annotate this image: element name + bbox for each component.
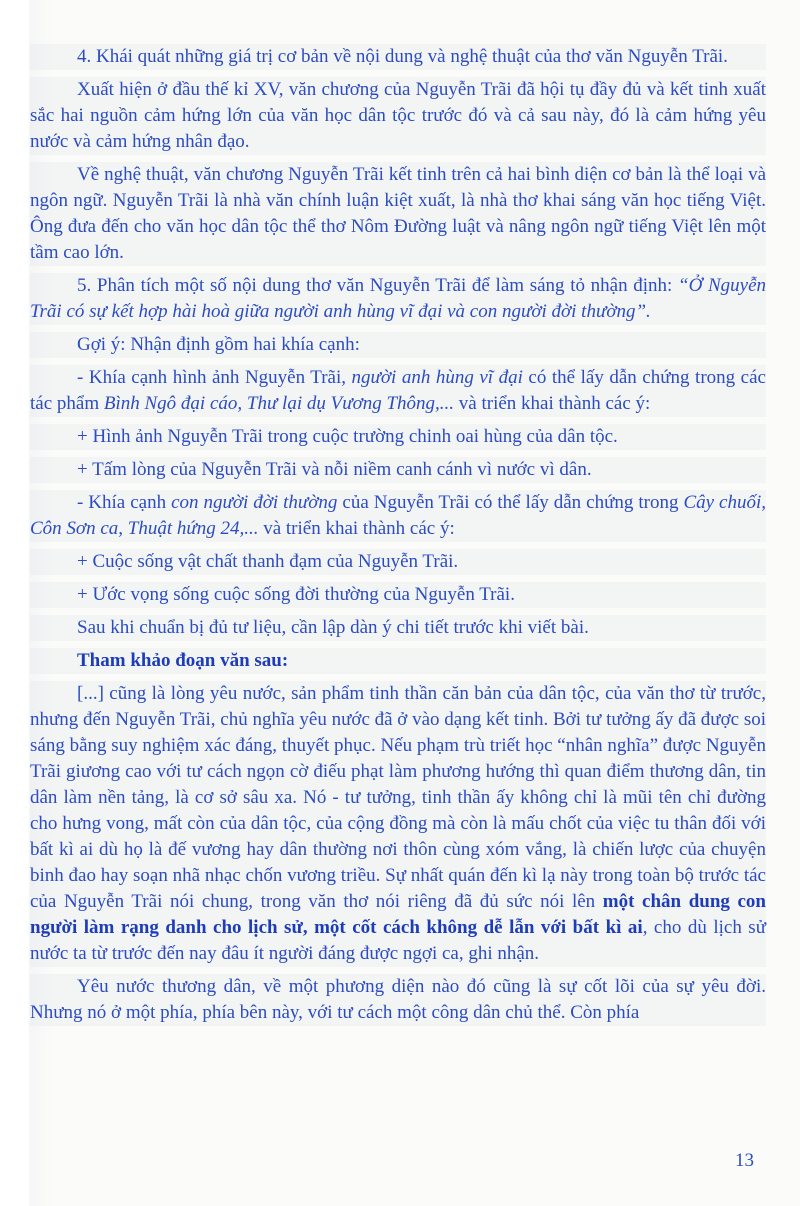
- text-segment-normal: Yêu nước thương dân, về một phương diện nào đó cũng là sự cốt lõi của sự yêu đời. Nhưng nó ở một phía, phía bên này, với tư cách một công dân chủ thể. Còn phía: [30, 976, 766, 1023]
- text-segment-normal: [...] cũng là lòng yêu nước, sản phẩm tinh thần căn bản của dân tộc, của văn thơ từ trước, nhưng đến Nguyễn Trãi, chủ nghĩa yêu nước đã ở vào dạng kết tinh. Bởi tư tưởng ấy đã được soi sáng bằng suy nghiệm xác đáng, thuyết phục. Nếu phạm trù triết học “nhân nghĩa” được Nguyễn Trãi giương cao với tư cách ngọn cờ điếu phạt làm phương hướng thì quan điểm thương dân, tin dân làm nền tảng, là cơ sở sâu xa. Nó - tư tưởng, tinh thần ấy không chỉ là mũi tên chỉ đường cho hưng vong, mất còn của dân tộc, của cộng đồng mà còn là mấu chốt của việc tu thân đối với bất kì ai dù họ là đế vương hay dân thường nơi thôn cùng xóm vắng, là chiến lược của chuyện binh đao hay soạn nhã nhạc chốn vương triều. Sự nhất quán đến kì lạ này trong toàn bộ trước tác của Nguyễn Trãi nói chung, trong văn thơ nói riêng đã đủ sức nói lên: [30, 683, 767, 912]
- text-segment-normal: Gợi ý: Nhận định gồm hai khía cạnh:: [77, 334, 360, 355]
- text-segment-normal: Xuất hiện ở đầu thế kỉ XV, văn chương của Nguyễn Trãi đã hội tụ đầy đủ và kết tinh xuất sắc hai nguồn cảm hứng lớn của văn học dân tộc trước đó và cả sau này, đó là cảm hứng yêu nước và cảm hứng nhân đạo.: [30, 79, 766, 152]
- item-5: [30, 273, 766, 325]
- text-segment-normal: 5. Phân tích một số nội dung thơ văn Nguyễn Trãi để làm sáng tỏ nhận định:: [77, 275, 678, 296]
- text-segment-italic: Bình Ngô đại cáo, Thư lại dụ Vương Thông,...: [103, 393, 455, 414]
- text-segment-normal: 4. Khái quát những giá trị cơ bản về nội dung và nghệ thuật của thơ văn Nguyễn Trãi.: [77, 46, 728, 67]
- text-segment-italic: con người đời thường: [171, 492, 338, 513]
- heading-tham-khao: [30, 648, 766, 674]
- text-segment-normal: + Cuộc sống vật chất thanh đạm của Nguyễn Trãi.: [77, 551, 459, 572]
- para-trich-doan: [30, 681, 766, 967]
- text-segment-italic: người anh hùng vĩ đại: [351, 367, 523, 388]
- para-yeu-nuoc: [30, 974, 766, 1026]
- text-segment-normal: Về nghệ thuật, văn chương Nguyễn Trãi kết tinh trên cả hai bình diện cơ bản là thể loại và ngôn ngữ. Nguyễn Trãi là nhà văn chính luận kiệt xuất, là nhà thơ khai sáng văn học tiếng Việt. Ông đưa đến cho văn học dân tộc thể thơ Nôm Đường luật và nâng ngôn ngữ tiếng Việt lên một tầm cao lớn.: [30, 164, 766, 263]
- page-number: 13: [735, 1150, 754, 1171]
- text-segment-normal: - Khía cạnh hình ảnh Nguyễn Trãi,: [77, 367, 352, 388]
- text-segment-bold: Tham khảo đoạn văn sau:: [77, 650, 289, 671]
- text-segment-bold: một chân dung con người làm rạng danh cho lịch sử, một cốt cách không dễ lẫn với bất kì ai: [30, 891, 766, 938]
- para-ve-nghe-thuat: [30, 162, 766, 266]
- bullet-khia-canh-doi-thuong: [30, 490, 766, 542]
- text-segment-italic: “Ở Nguyễn Trãi có sự kết hợp hài hoà giữa người anh hùng vĩ đại và con người đời thường”.: [30, 275, 767, 322]
- para-sau-khi: [30, 615, 766, 641]
- plus-hinh-anh: [30, 424, 766, 450]
- text-segment-normal: + Ước vọng sống cuộc sống đời thường của Nguyễn Trãi.: [77, 584, 515, 605]
- text-segment-normal: và triển khai thành các ý:: [258, 518, 455, 539]
- text-segment-italic: Cây chuối, Côn Sơn ca, Thuật hứng 24,...: [30, 492, 766, 539]
- text-segment-normal: , cho dù lịch sử nước ta từ trước đến nay đâu ít người đáng được ngợi ca, ghi nhận.: [30, 917, 767, 964]
- plus-cuoc-song: [30, 549, 766, 575]
- bullet-khia-canh-anh-hung: [30, 365, 766, 417]
- page-text-block: [30, 44, 766, 1033]
- text-segment-normal: có thể lấy dẫn chứng trong các tác phẩm: [30, 367, 766, 414]
- text-segment-normal: Sau khi chuẩn bị đủ tư liệu, cần lập dàn ý chi tiết trước khi viết bài.: [77, 617, 589, 638]
- plus-uoc-vong: [30, 582, 766, 608]
- plus-tam-long: [30, 457, 766, 483]
- para-goi-y: [30, 332, 766, 358]
- item-4: [30, 44, 766, 70]
- text-segment-normal: + Tấm lòng của Nguyễn Trãi và nỗi niềm canh cánh vì nước vì dân.: [77, 459, 592, 480]
- text-segment-normal: + Hình ảnh Nguyễn Trãi trong cuộc trường chinh oai hùng của dân tộc.: [77, 426, 618, 447]
- text-segment-normal: và triển khai thành các ý:: [454, 393, 651, 414]
- para-xuat-hien: [30, 77, 766, 155]
- text-segment-normal: - Khía cạnh: [77, 492, 172, 513]
- text-segment-normal: của Nguyễn Trãi có thể lấy dẫn chứng trong: [337, 492, 684, 513]
